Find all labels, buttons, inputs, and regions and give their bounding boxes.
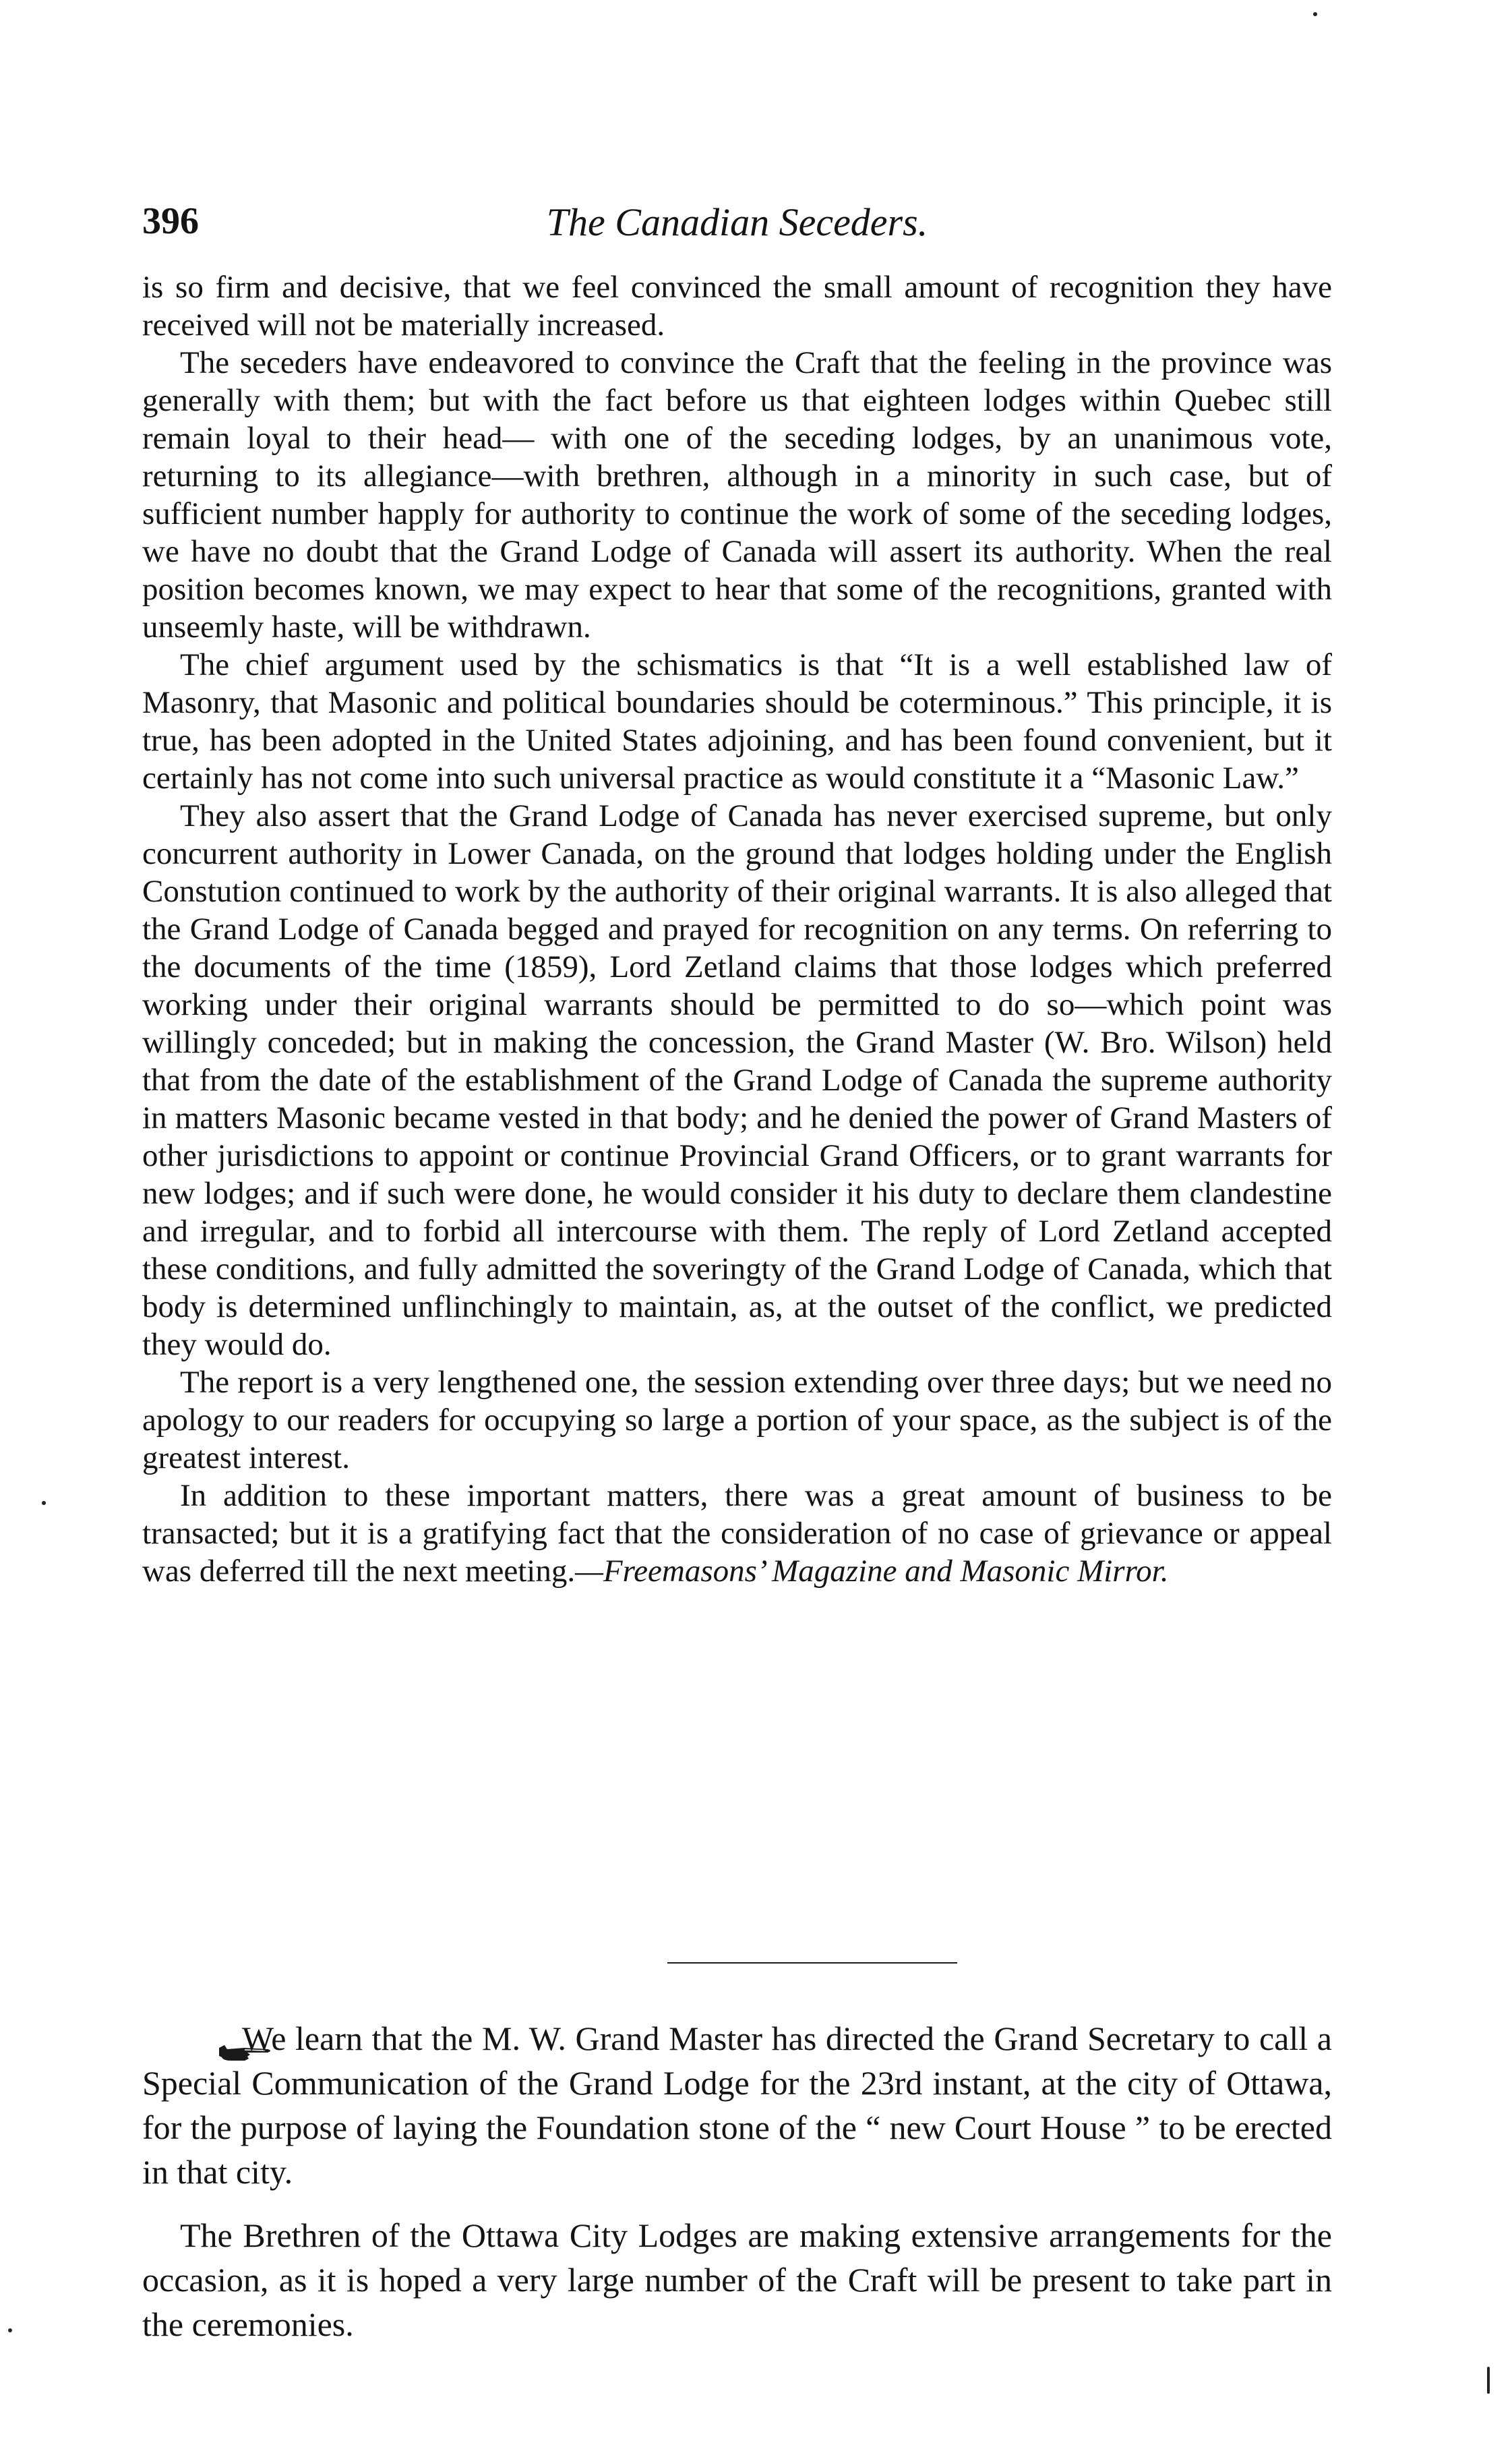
paragraph-4: They also assert that the Grand Lodge of Canada has never exercised supreme, but only concurrent authority in Lower Canada, on the ground that lodges holding under the English Constution continued to work by the authority of their original warrants. It is also alleged that the Grand Lodge of Canada begged and prayed for recognition on any terms. On referring to the documents of the time (1859), Lord Zetland claims that those lodges which preferred working under their original warrants should be permitted to do so—which point was willingly conceded; but in making the concession, the Grand Master (W. Bro. Wilson) held that from the date of the establishment of the Grand Lodge of Canada the supreme authority in matters Masonic became vested in that body; and he denied the power of Grand Masters of other jurisdictions to appoint or continue Provincial Grand Officers, or to grant warrants for new lodges; and if such were done, he would consider it his duty to declare them clandestine and irregular, and to forbid all intercourse with them. The reply of Lord Zetland accepted these conditions, and fully admitted the soveringty of the Grand Lodge of Canada, which that body is determined unflinchingly to maintain, as, at the outset of the conflict, we predicted they would do. [142,798,1332,1362]
paragraph-5: The report is a very lengthened one, the session extending over three days; but we need no apology to our readers for occupying so large a portion of your space, as the subject is of the greatest interest. [142,1365,1332,1475]
notice-paragraph-2: The Brethren of the Ottawa City Lodges are making extensive arrangements for the occasion, as it is hoped a very large number of the Craft will be present to take part in the ceremonies. [142,2216,1332,2343]
pointing-hand-icon [180,2030,237,2055]
page-number: 396 [142,200,199,242]
paragraph-6 [142,1477,1332,1590]
paragraph-3: The chief argument used by the schismatics is that “It is a well established law of Masonry, that Masonic and political boundaries should be coterminous.” This principle, it is true, has been adopted in the United States adjoining, and has been found convenient, but it certainly has not come into such universal practice as would constitute it a “Masonic Law.” [142,647,1332,796]
print-speck [1487,2367,1490,2394]
source-attribution: —Freemasons’ Magazine and Masonic Mirror. [575,1554,1169,1589]
notice-section [142,2016,1332,2365]
paragraph-1: is so firm and decisive, that we feel convinced the small amount of recognition they have received will not be materially increased. [142,270,1332,343]
section-divider [667,1962,957,1964]
paragraph-6-text: In addition to these important matters, there was a great amount of business to be transacted; but it is a gratifying fact that the consideration of no case of grievance or appeal was deferred till the next meeting. [142,1478,1332,1589]
notice-paragraph-1-text: We learn that the M. W. Grand Master has directed the Grand Secretary to call a Special Communication of the Grand Lodge for the 23rd instant, at the city of Ottawa, for the purpose of laying the Foundation stone of the “ new Court House ” to be erected in that city. [142,2019,1332,2191]
paragraph-2: The seceders have endeavored to convince the Craft that the feeling in the province was generally with them; but with the fact before us that eighteen lodges within Quebec still remain loyal to their head— with one of the seceding lodges, by an unanimous vote, returning to its allegiance—with brethren, although in a minority in such case, but of sufficient number happly for authority to continue the work of some of the seceding lodges, we have no doubt that the Grand Lodge of Canada will assert its authority. When the real position becomes known, we may expect to hear that some of the recognitions, granted with unseemly haste, will be withdrawn. [142,345,1332,645]
print-speck [1313,12,1317,16]
article-body [142,268,1332,1590]
notice-paragraph-1 [142,2016,1332,2194]
page-header [142,200,1332,260]
print-speck [8,2328,12,2332]
print-speck [42,1501,46,1505]
running-title: The Canadian Seceders. [546,200,928,244]
